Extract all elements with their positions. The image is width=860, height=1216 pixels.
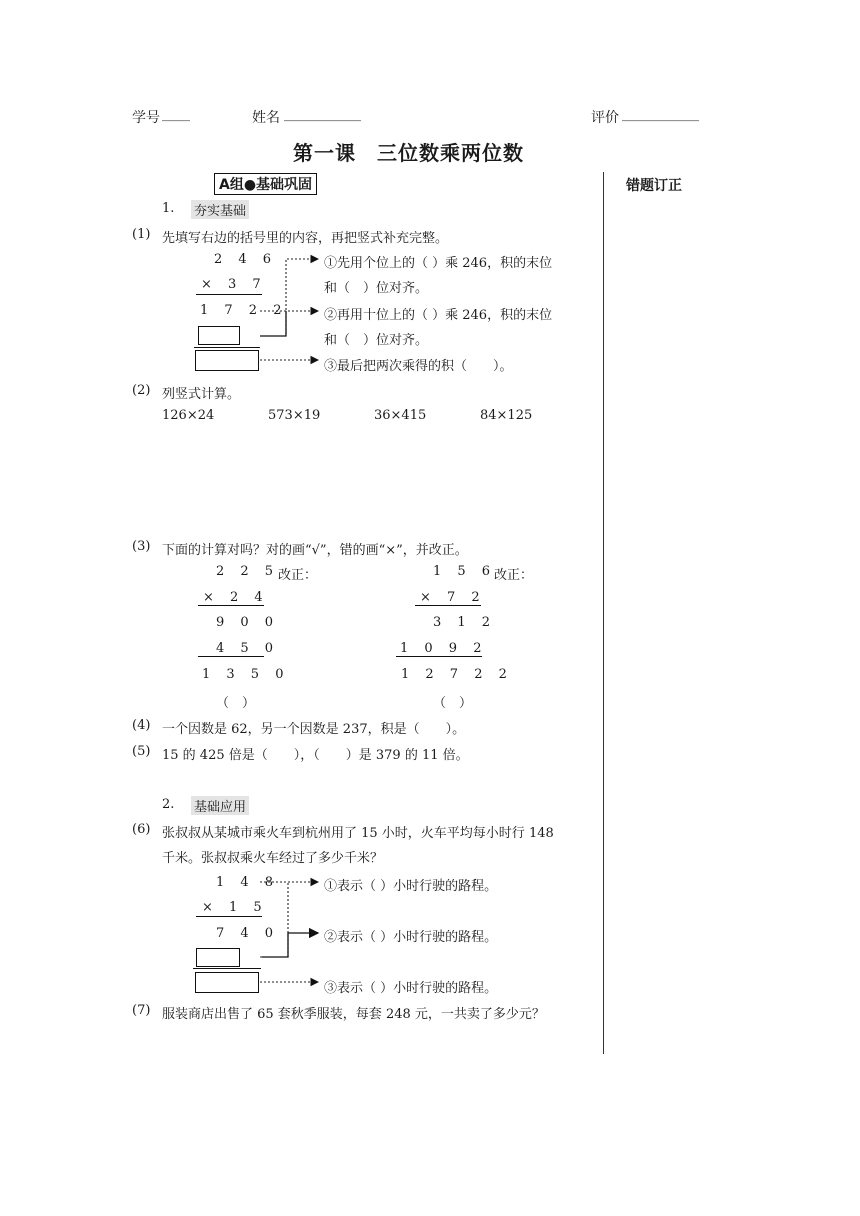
q1-note: 和（ ）位对齐。 bbox=[324, 281, 429, 296]
part1-label: 夯实基础 bbox=[191, 200, 249, 219]
q6-calc-row: × 1 5 bbox=[202, 900, 268, 915]
q2-item: 573×19 bbox=[268, 408, 321, 423]
q7-number: (7) bbox=[132, 1003, 151, 1018]
q3-left-row: 9 0 0 bbox=[216, 615, 280, 630]
q1-calc-row: 2 4 6 bbox=[214, 252, 278, 267]
q6-calc-row: 7 4 0 bbox=[216, 926, 280, 941]
q6-note: ③表示（ ）小时行驶的路程。 bbox=[324, 981, 498, 996]
page-title: 第一课 三位数乘两位数 bbox=[293, 141, 524, 165]
q4-text: 一个因数是 62，另一个因数是 237，积是（ ）。 bbox=[162, 722, 466, 737]
q4-number: (4) bbox=[132, 718, 151, 733]
q6-text: 千米。张叔叔乘火车经过了多少千米？ bbox=[162, 851, 384, 866]
q2-item: 126×24 bbox=[162, 408, 215, 423]
part2-number: 2. bbox=[162, 797, 175, 812]
q6-note: ①表示（ ）小时行驶的路程。 bbox=[324, 879, 498, 894]
q1-note: ③最后把两次乘得的积（ ）。 bbox=[324, 359, 513, 374]
q3-right-row: 3 1 2 bbox=[433, 615, 497, 630]
q3-text: 下面的计算对吗？对的画“√”，错的画“×”，并改正。 bbox=[162, 543, 468, 558]
q7-text: 服装商店出售了 65 套秋季服装，每套 248 元，一共卖了多少元？ bbox=[162, 1007, 545, 1022]
q6-arrow-2 bbox=[262, 933, 318, 957]
q5-text: 15 的 425 倍是（ ），（ ）是 379 的 11 倍。 bbox=[162, 748, 469, 763]
q1-note: ①先用个位上的（ ）乘 246，积的末位 bbox=[324, 256, 553, 271]
q6-text: 张叔叔从某城市乘火车到杭州用了 15 小时，火车平均每小时行 148 bbox=[162, 826, 554, 841]
student-no-label: 学号 bbox=[132, 110, 160, 126]
part1-number: 1. bbox=[162, 201, 175, 216]
q3-left-row: 1 3 5 0 bbox=[202, 667, 290, 682]
q1-number: (1) bbox=[132, 227, 151, 242]
q2-item: 36×415 bbox=[374, 408, 427, 423]
q1-note: ②再用十位上的（ ）乘 246，积的末位 bbox=[324, 308, 553, 323]
q3-left-correct: 改正： bbox=[278, 568, 318, 583]
rating-label: 评价 bbox=[591, 110, 619, 126]
q3-left-row: 4 5 0 bbox=[216, 641, 280, 656]
q6-arrow-1b bbox=[260, 882, 288, 957]
q6-calc-row: 1 4 8 bbox=[216, 875, 280, 890]
q1-calc-row: × 3 7 bbox=[201, 277, 267, 292]
name-blank[interactable]: ___________ bbox=[284, 106, 361, 122]
part2-label: 基础应用 bbox=[191, 796, 249, 815]
q3-right-correct: 改正： bbox=[494, 568, 534, 583]
q1-calc-row: 1 7 2 2 bbox=[200, 303, 288, 318]
q3-left-row: × 2 4 bbox=[203, 590, 269, 605]
q1-arrow-2b bbox=[260, 311, 286, 336]
q3-left-row: 2 2 5 bbox=[216, 564, 280, 579]
q2-text: 列竖式计算。 bbox=[162, 387, 241, 402]
q5-number: (5) bbox=[132, 744, 151, 759]
q6-number: (6) bbox=[132, 822, 151, 837]
q3-right-row: 1 2 7 2 2 bbox=[401, 667, 513, 682]
section-a-label: A组●基础巩固 bbox=[214, 173, 317, 195]
name-label: 姓名 bbox=[252, 110, 280, 126]
q3-number: (3) bbox=[132, 539, 151, 554]
q3-right-row: 1 5 6 bbox=[433, 564, 497, 579]
rating-blank[interactable]: ___________ bbox=[622, 106, 699, 122]
q1-arrow-1 bbox=[260, 259, 318, 336]
q3-right-row: 1 0 9 2 bbox=[400, 641, 488, 656]
q6-note: ②表示（ ）小时行驶的路程。 bbox=[324, 930, 498, 945]
q3-right-judge[interactable]: （ ） bbox=[433, 696, 473, 711]
q1-note: 和（ ）位对齐。 bbox=[324, 333, 429, 348]
q3-left-judge[interactable]: （ ） bbox=[216, 696, 256, 711]
corrections-heading: 错题订正 bbox=[626, 178, 682, 194]
q2-item: 84×125 bbox=[480, 408, 533, 423]
q1-text: 先填写右边的括号里的内容，再把竖式补充完整。 bbox=[162, 231, 449, 246]
student-no-blank[interactable]: ____ bbox=[162, 106, 190, 122]
q2-number: (2) bbox=[132, 383, 151, 398]
q3-right-row: × 7 2 bbox=[420, 590, 486, 605]
